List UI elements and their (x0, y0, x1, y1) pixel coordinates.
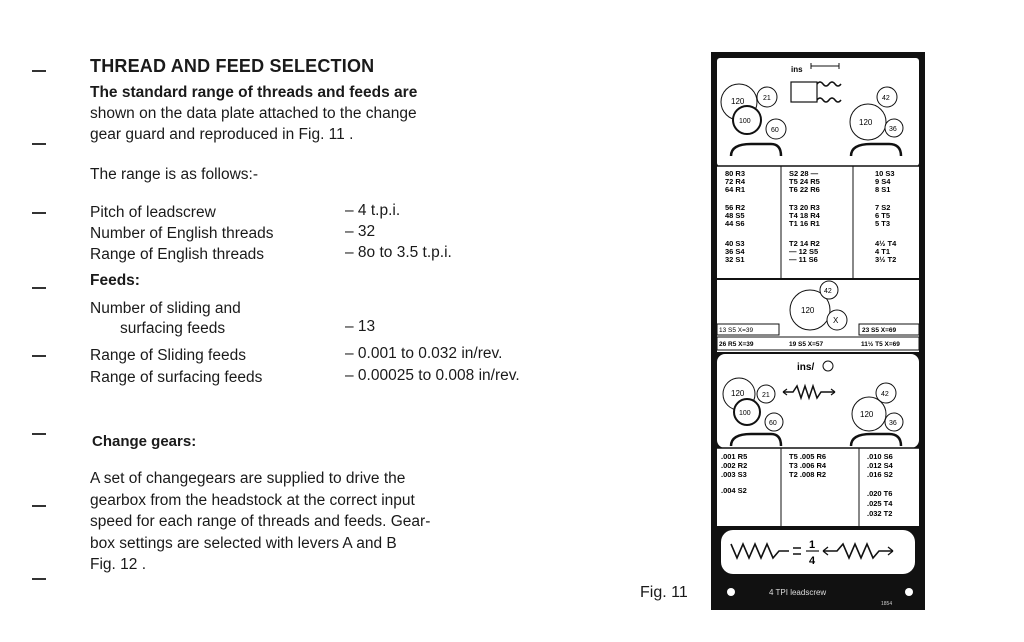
gear-label: X (833, 316, 839, 325)
special-cell: 23 S5 X=69 (862, 327, 897, 334)
gear-label: 120 (859, 118, 873, 127)
spec-value: – 32 (345, 223, 376, 240)
section-heading: THREAD AND FEED SELECTION (90, 56, 375, 76)
gear-label: 120 (801, 306, 815, 315)
thread-cell: 3½ T2 (875, 255, 897, 264)
thread-cell: 4½ T4 (875, 239, 897, 248)
ratio-denominator: 4 (809, 555, 816, 567)
mounting-hole (727, 588, 735, 596)
special-cell: 19 S5 X=57 (789, 341, 824, 348)
gear-label: 42 (824, 288, 832, 295)
thread-cell: T5 24 R5 (789, 177, 820, 186)
thread-cell: T2 14 R2 (789, 239, 820, 248)
thread-cell: 10 S3 (875, 169, 895, 178)
special-cell: 26 R5 X=39 (719, 341, 754, 348)
thread-cell: 80 R3 (725, 169, 746, 178)
gear-label: 120 (731, 389, 745, 398)
feed-cell: T5 .005 R6 (789, 452, 827, 461)
feed-cell: .025 T4 (867, 499, 893, 508)
feed-cell: .003 S3 (721, 470, 747, 479)
margin-tick (32, 143, 46, 145)
para-line: box settings are selected with levers A and B (90, 534, 397, 552)
spec-label: Range of Sliding feeds (90, 347, 246, 364)
spec-value: – 8o to 3.5 t.p.i. (345, 244, 452, 261)
spec-value: – 4 t.p.i. (345, 202, 401, 219)
plate-footer: 4 TPI leadscrew (769, 588, 827, 597)
margin-tick (32, 212, 46, 214)
margin-tick (32, 287, 46, 289)
thread-cell: 64 R1 (725, 185, 746, 194)
spec-label: Pitch of leadscrew (90, 204, 216, 221)
intro-line: gear guard and reproduced in Fig. 11 . (90, 126, 354, 143)
spec-value: – 0.001 to 0.032 in/rev. (345, 345, 503, 362)
gear-label: 60 (769, 420, 777, 427)
change-gears-heading: Change gears: (92, 433, 197, 450)
margin-tick (32, 433, 46, 435)
gear-label: 21 (763, 95, 771, 102)
para-line: speed for each range of threads and feeds. Gear- (90, 513, 431, 530)
feed-cell: .001 R5 (721, 452, 748, 461)
figure-caption: Fig. 11 (640, 584, 688, 601)
gear-label: 36 (889, 126, 897, 133)
thread-cell: 9 S4 (875, 177, 891, 186)
thread-cell: 7 S2 (875, 203, 891, 212)
thread-cell: 5 T3 (875, 219, 891, 228)
intro-line: shown on the data plate attached to the change (90, 105, 417, 122)
gear-label: 60 (771, 127, 779, 134)
intro-line: The standard range of threads and feeds are (90, 84, 418, 101)
ratio-numerator: 1 (809, 539, 816, 551)
thread-cell: 72 R4 (725, 177, 746, 186)
gear-label: 36 (889, 420, 897, 427)
feed-cell: .012 S4 (867, 461, 893, 470)
thread-cell: 6 T5 (875, 211, 891, 220)
thread-cell: 36 S4 (725, 247, 745, 256)
gear-label: 42 (881, 391, 889, 398)
ins-label: ins (791, 65, 803, 74)
plate-serial: 1854 (881, 601, 893, 607)
feeds-label: Number of sliding and (90, 300, 241, 317)
para-line: Fig. 12 . (90, 556, 146, 573)
gear-label: 100 (739, 118, 751, 125)
thread-cell: 48 S5 (725, 211, 745, 220)
thread-cell: 4 T1 (875, 247, 891, 256)
gear-label: 120 (860, 410, 874, 419)
feed-cell: T2 .008 R2 (789, 470, 827, 479)
feed-cell: .004 S2 (721, 486, 747, 495)
thread-cell: — 11 S6 (789, 255, 818, 264)
feed-cell: .002 R2 (721, 461, 748, 470)
feeds-value: – 13 (345, 318, 376, 335)
thread-cell: T1 16 R1 (789, 219, 820, 228)
data-plate-graphic (711, 52, 925, 610)
thread-cell: 56 R2 (725, 203, 746, 212)
thread-cell: 32 S1 (725, 255, 745, 264)
change-gears-paragraph (90, 468, 530, 576)
spec-label: Number of English threads (90, 225, 274, 242)
thread-cell: T3 20 R3 (789, 203, 820, 212)
intro-paragraph (90, 82, 530, 145)
feeds-label: surfacing feeds (120, 320, 226, 337)
spec-value: – 0.00025 to 0.008 in/rev. (345, 367, 520, 384)
feed-cell: .032 T2 (867, 509, 893, 518)
thread-cell: T6 22 R6 (789, 185, 820, 194)
thread-cell: T4 18 R4 (789, 211, 820, 220)
thread-col-1 (725, 169, 746, 264)
gear-label: 100 (739, 410, 751, 417)
spec-label: Range of surfacing feeds (90, 369, 263, 386)
para-line: gearbox from the headstock at the correct input (90, 491, 415, 509)
feed-cell: .016 S2 (867, 470, 893, 479)
gear-label: 21 (762, 392, 770, 399)
thread-cell: — 12 S5 (789, 247, 819, 256)
margin-tick (32, 578, 46, 580)
ins-rev-label: ins/ (797, 362, 815, 373)
feeds-heading: Feeds: (90, 272, 140, 289)
thread-cell: 40 S3 (725, 239, 745, 248)
feed-cell: .010 S6 (867, 452, 893, 461)
spec-label: Range of English threads (90, 246, 265, 263)
margin-tick (32, 70, 46, 72)
mounting-hole (905, 588, 913, 596)
thread-cell: S2 28 — (789, 169, 819, 178)
special-cell: 13 S5 X=39 (719, 327, 754, 334)
thread-cell: 44 S6 (725, 219, 745, 228)
special-cell: 11½ T5 X=69 (861, 341, 900, 348)
data-plate (711, 52, 925, 610)
margin-tick (32, 355, 46, 357)
feed-cell: T3 .006 R4 (789, 461, 827, 470)
thread-col-2 (789, 169, 821, 264)
gear-label: 42 (882, 95, 890, 102)
para-line: A set of changegears are supplied to drive the (90, 470, 406, 487)
ratio-panel (721, 530, 915, 574)
margin-tick (32, 505, 46, 507)
feed-cell: .020 T6 (867, 489, 893, 498)
thread-cell: 8 S1 (875, 185, 891, 194)
range-intro: The range is as follows:- (90, 166, 258, 183)
gear-label: 120 (731, 97, 745, 106)
